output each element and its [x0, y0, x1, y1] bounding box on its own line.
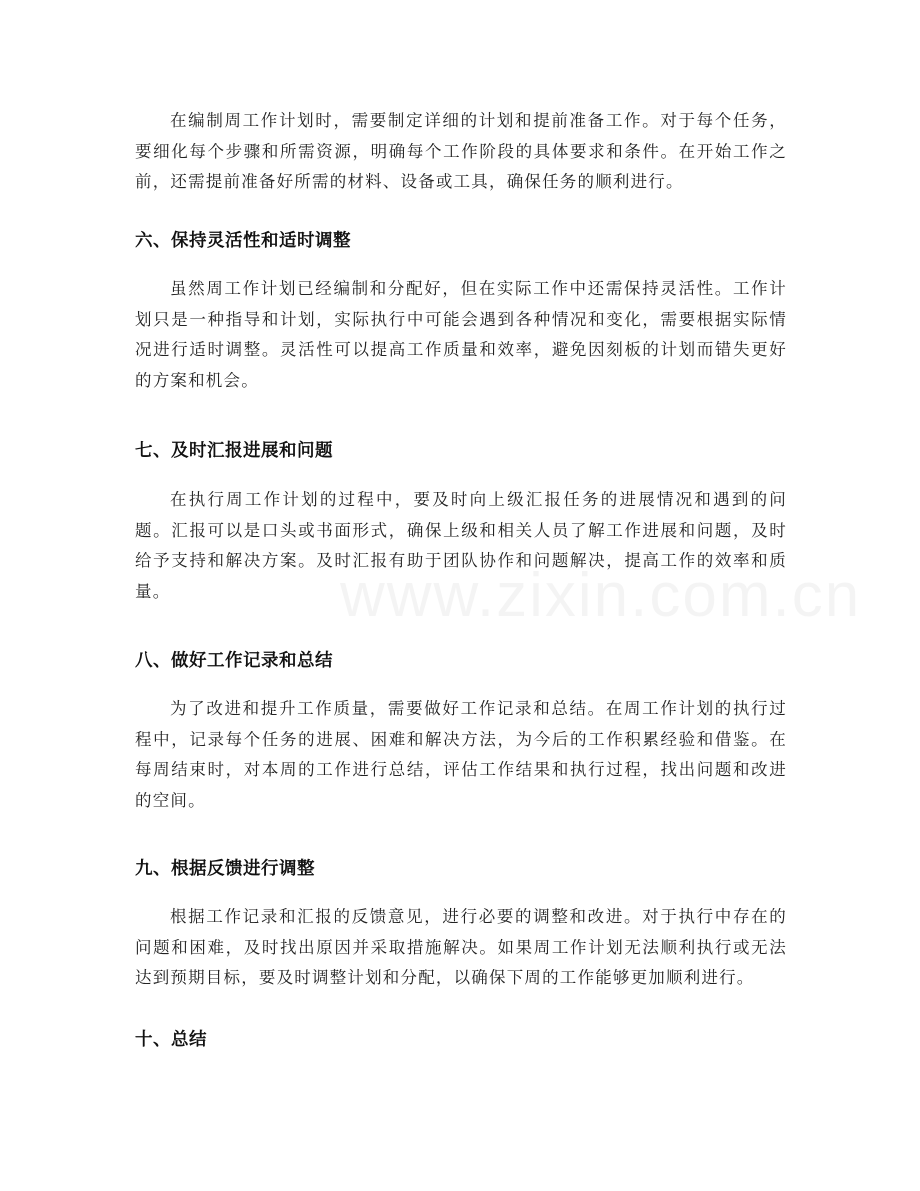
section-paragraph-6: 虽然周工作计划已经编制和分配好，但在实际工作中还需保持灵活性。工作计划只是一种指导和计划，实际执行中可能会遇到各种情况和变化，需要根据实际情况进行适时调整。灵活性可以提高工作质量和效率，避免因刻板的计划而错失更好的方案和机会。: [135, 279, 787, 390]
section-heading-7: 七、及时汇报进展和问题: [135, 441, 333, 461]
section-paragraph-8: 为了改进和提升工作质量，需要做好工作记录和总结。在周工作计划的执行过程中，记录每个任务的进展、困难和解决方法，为今后的工作积累经验和借鉴。在每周结束时，对本周的工作进行总结，评估工作结果和执行过程，找出问题和改进的空间。: [135, 699, 787, 810]
section-heading-6: 六、保持灵活性和适时调整: [135, 231, 351, 251]
section-heading-10: 十、总结: [135, 1030, 207, 1050]
intro-paragraph: 在编制周工作计划时，需要制定详细的计划和提前准备工作。对于每个任务，要细化每个步骤和所需资源，明确每个工作阶段的具体要求和条件。在开始工作之前，还需提前准备好所需的材料、设备或工具，确保任务的顺利进行。: [135, 111, 787, 191]
section-heading-8: 八、做好工作记录和总结: [135, 651, 333, 671]
section-paragraph-7: 在执行周工作计划的过程中，要及时向上级汇报任务的进展情况和遇到的问题。汇报可以是口头或书面形式，确保上级和相关人员了解工作进展和问题，及时给予支持和解决方案。及时汇报有助于团队协作和问题解决，提高工作的效率和质量。: [135, 490, 787, 601]
section-paragraph-9: 根据工作记录和汇报的反馈意见，进行必要的调整和改进。对于执行中存在的问题和困难，及时找出原因并采取措施解决。如果周工作计划无法顺利执行或无法达到预期目标，要及时调整计划和分配，以确保下周的工作能够更加顺利进行。: [135, 907, 787, 987]
section-heading-9: 九、根据反馈进行调整: [135, 859, 315, 879]
